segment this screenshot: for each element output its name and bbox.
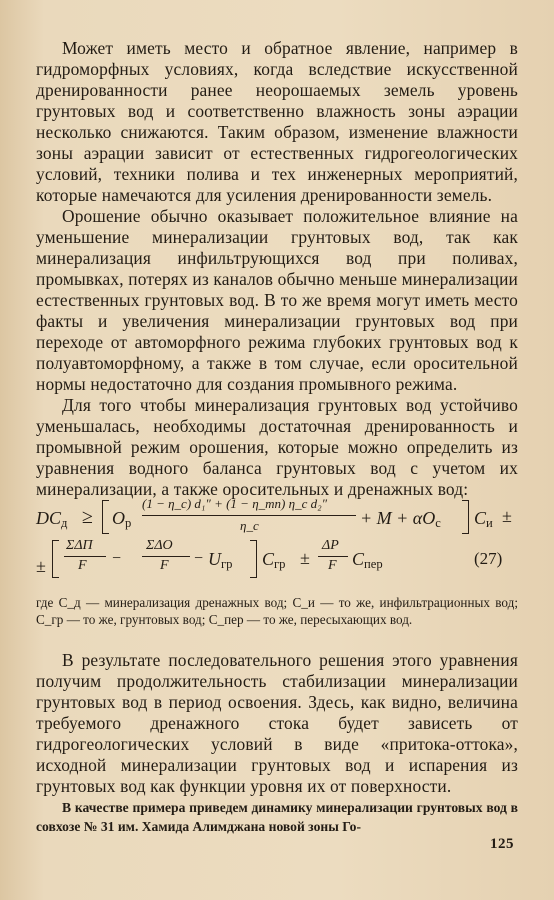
legend-block (36, 594, 518, 628)
paragraph: Для того чтобы минерализация грунтовых вод устойчиво уменьшалась, необходимы достаточная дренированность и промывной режим орошения, которые можно определить из уравнения водного баланса грунтовых вод с учетом их минерализации, а также оросительных и дренажных вод: (36, 395, 518, 499)
paragraph: Орошение обычно оказывает положительное влияние на уменьшение минерализации грунтовых вод, так как минерализация инфильтрующихся вод при поливах, промывках, потерях из каналов обычно меньше минерализации естественных грунтовых вод. В то же время могут иметь место факты и увеличения минерализации грунтовых вод при переходе от автоморфного режима глубоких грунтовых вод к полуавтоморфному, а также в том случае, если оросительной нормы недостаточно для создания промывного режима. (36, 206, 518, 394)
equation-number: (27) (474, 549, 503, 568)
paragraph-block-1 (36, 38, 518, 500)
formula-27 (36, 496, 526, 586)
minus-sign: − (112, 550, 122, 567)
fraction-line (142, 515, 356, 516)
f-3: F (328, 558, 337, 573)
delta-p: ΔP (322, 538, 339, 553)
right-bracket-2 (250, 540, 257, 578)
paragraph: Может иметь место и обратное явление, например в гидроморфных условиях, когда вследствие искусственной дренированности ранее неорошаемых земель уровень грунтовых вод и соответственно влажность зоны аэрации несколько снижаются. Таким образом, изменение влажности зоны аэрации зависит от естественных гидрогеологических условий, техники полива и тех инженерных мероприятий, которые намечаются для усиления дренированности земель. (36, 38, 518, 205)
paragraph: В результате последовательного решения этого уравнения получим продолжительность стабилизации минерализации грунтовых вод в период освоения. Здесь, как видно, величина требуемого дренажного стока будет зависеть от гидрогеологических условий в виде «притока-оттока», исходной минерализации грунтовых вод и испарения из грунтовых вод как функции уровня их от поверхности. (36, 650, 518, 796)
formula-o: $O_р$ (112, 508, 132, 530)
formula-legend: где C_д — минерализация дренажных вод; C_и — то же, инфильтрационных вод; C_гр — то же, грунтовых вод; C_пер — то же, пересыхающих вод. (36, 595, 518, 627)
c-gr: $C_{гр}$ (262, 549, 286, 571)
sum-o: ΣΔO (146, 538, 173, 553)
example-paragraph: В качестве примера приведем динамику минерализации грунтовых вод в совхозе № 31 им. Хамида Алимджана новой зоны Го- (36, 800, 518, 834)
formula-geq: ≥ (82, 506, 93, 528)
formula-lhs: $DC_д$ (36, 508, 68, 530)
u-gr: $U_{гр}$ (208, 549, 233, 571)
paragraph-block-3 (36, 798, 518, 836)
formula-pm-3: ± (300, 548, 310, 568)
page-number: 125 (490, 836, 514, 852)
f-1: F (78, 558, 87, 573)
formula-plus-m: + $M + \alpha O_c$ (360, 508, 441, 530)
formula-denominator: η_c (240, 518, 259, 533)
left-bracket-2 (52, 540, 59, 578)
c-per: $C_{пер}$ (352, 549, 383, 571)
fraction-line (64, 556, 106, 557)
left-bracket (102, 500, 109, 534)
formula-pm: ± (502, 506, 512, 526)
right-bracket (462, 500, 469, 534)
formula-c-i: $C_и$ (474, 508, 493, 530)
sum-p: ΣΔП (66, 538, 93, 553)
paragraph-block-2 (36, 650, 518, 797)
f-2: F (160, 558, 169, 573)
fraction-line (318, 556, 348, 557)
formula-numerator: (1 − η_c) d₁″ + (1 − η_mn) η_c d₂″ (142, 496, 328, 511)
minus-sign: − (194, 550, 204, 567)
formula-pm-2: ± (36, 556, 46, 576)
fraction-line (142, 556, 190, 557)
